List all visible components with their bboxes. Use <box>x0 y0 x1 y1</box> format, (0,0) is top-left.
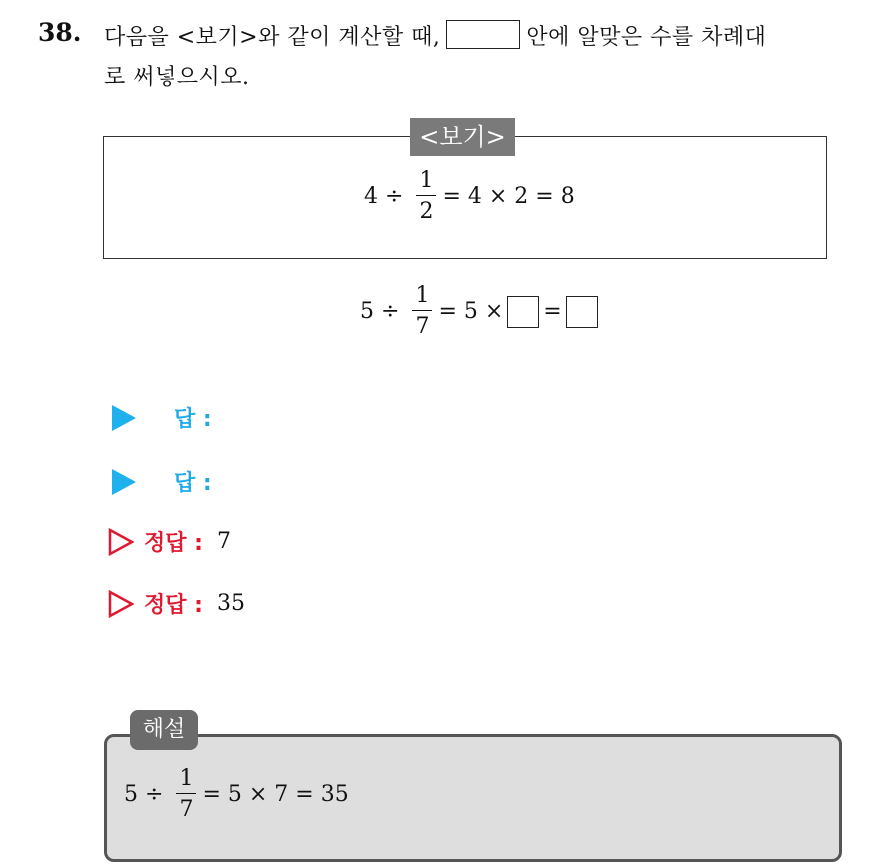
problem-equation <box>360 285 602 338</box>
divide-sign: ÷ <box>385 184 404 209</box>
blank-box-1[interactable] <box>507 296 539 328</box>
fraction-denominator: 7 <box>415 314 430 339</box>
answer-blank-box <box>446 20 520 49</box>
outline-triangle-icon <box>108 590 134 618</box>
bogi-equation <box>364 170 575 223</box>
question-text-before: 다음을 <보기>와 같이 계산할 때, <box>104 25 441 50</box>
explanation-fraction <box>176 768 196 821</box>
question-text-line1 <box>104 20 766 51</box>
explanation-result: = 5 × 7 = 35 <box>202 782 349 807</box>
divide-sign: ÷ <box>145 782 164 807</box>
solution-value: 7 <box>216 529 231 554</box>
solution-row-2 <box>108 588 245 619</box>
problem-times: = 5 × <box>438 299 504 324</box>
bogi-result: = 4 × 2 = 8 <box>442 184 575 209</box>
explanation-tag: 해설 <box>130 710 198 750</box>
fraction-numerator: 1 <box>179 766 194 791</box>
bogi-fraction <box>416 170 436 223</box>
question-text-line2: 로 써넣으시오. <box>104 65 250 90</box>
answer-label: 답 : <box>174 471 212 496</box>
fraction-numerator: 1 <box>415 283 430 308</box>
play-triangle-icon <box>112 405 136 431</box>
blank-box-2[interactable] <box>566 296 598 328</box>
question-number: 38. <box>38 18 82 47</box>
problem-dividend: 5 <box>360 299 374 324</box>
solution-row-1 <box>108 526 231 557</box>
answer-label: 답 : <box>174 407 212 432</box>
fraction-denominator: 7 <box>179 797 194 822</box>
bogi-title: <보기> <box>410 118 515 156</box>
solution-label: 정답 : <box>144 531 203 556</box>
explanation-equation <box>124 768 349 821</box>
solution-label: 정답 : <box>144 593 203 618</box>
problem-equals: = <box>543 299 562 324</box>
outline-triangle-icon <box>108 528 134 556</box>
fraction-numerator: 1 <box>419 168 434 193</box>
answer-row-1[interactable] <box>108 402 212 433</box>
question-text-after: 안에 알맞은 수를 차례대 <box>526 25 767 50</box>
answer-row-2[interactable] <box>108 466 212 497</box>
divide-sign: ÷ <box>381 299 400 324</box>
explanation-dividend: 5 <box>124 782 138 807</box>
solution-value: 35 <box>216 591 245 616</box>
bogi-dividend: 4 <box>364 184 378 209</box>
problem-fraction <box>412 285 432 338</box>
play-triangle-icon <box>112 469 136 495</box>
fraction-denominator: 2 <box>419 199 434 224</box>
